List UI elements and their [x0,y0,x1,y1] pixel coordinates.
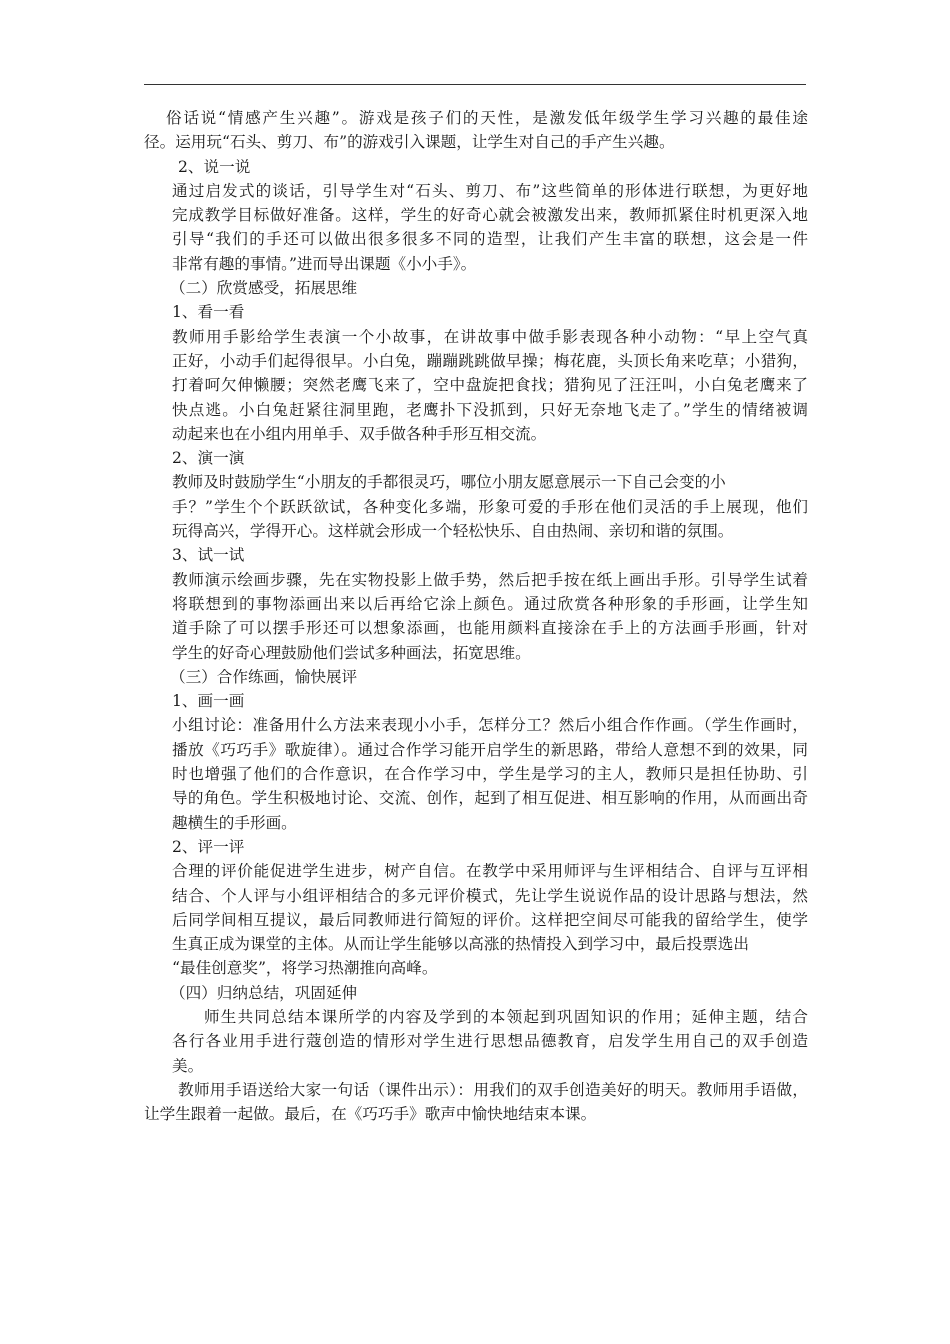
paragraph-line: 各行各业用手进行蔻创造的情形对学生进行思想品德教育，启发学生用自己的双手创造 [172,1032,808,1051]
paragraph-line: 教师用手影给学生表演一个小故事，在讲故事中做手影表现各种小动物：“早上空气真 [172,327,808,346]
paragraph-line: 合理的评价能促进学生进步，树产自信。在教学中采用师评与生评相结合、自评与互评相 [172,862,808,881]
paragraph-line: 小组讨论：准备用什么方法来表现小小手，怎样分工？然后小组合作作画。（学生作画时， [172,716,808,735]
section-heading: 2、评一评 [172,837,245,856]
paragraph-line: 导的角色。学生积极地讨论、交流、创作，起到了相互促进、相互影响的作用，从而画出奇 [172,789,808,808]
paragraph-line: 美。 [172,1056,204,1075]
paragraph-line: 学生的好奇心理鼓励他们尝试多种画法，拓宽思维。 [172,643,531,662]
section-heading: （二）欣赏感受，拓展思维 [170,279,358,298]
paragraph-line: 播放《巧巧手》歌旋律）。通过合作学习能开启学生的新思路，带给人意想不到的效果，同 [172,740,808,759]
paragraph-line: 引导“我们的手还可以做出很多很多不同的造型，让我们产生丰富的联想，这会是一件 [172,230,808,249]
paragraph-line: 将联想到的事物添画出来以后再给它涂上颜色。通过欣赏各种形象的手形画，让学生知 [172,594,808,613]
paragraph-line: 打着呵欠伸懒腰；突然老鹰飞来了，空中盘旋把食找；猎狗见了汪汪叫，小白兔老鹰来了 [172,376,808,395]
paragraph-line: 教师演示绘画步骤，先在实物投影上做手势，然后把手按在纸上画出手形。引导学生试着 [172,570,808,589]
paragraph-line: 后同学间相互提议，最后同教师进行简短的评价。这样把空间尽可能我的留给学生，使学 [172,910,808,929]
paragraph-line: 教师用手语送给大家一句话（课件出示）：用我们的双手创造美好的明天。教师用手语做， [178,1080,808,1099]
paragraph-line: 通过启发式的谈话，引导学生对“石头、剪刀、布”这些简单的形体进行联想，为更好地 [172,181,808,200]
paragraph-line: 正好，小动手们起得很早。小白兔，蹦蹦跳跳做早操；梅花鹿，头顶长角来吃草；小猎狗， [172,351,808,370]
paragraph-line: 手？”学生个个跃跃欲试，各种变化多端，形象可爱的手形在他们灵活的手上展现，他们 [172,497,808,516]
paragraph-line: 生真正成为课堂的主体。从而让学生能够以高涨的热情投入到学习中，最后投票选出 [172,935,749,954]
section-heading: 3、试一试 [172,546,245,565]
section-heading: （四）归纳总结，巩固延伸 [170,983,358,1002]
paragraph-line: 俗话说“情感产生兴趣”。游戏是孩子们的天性，是激发低年级学生学习兴趣的最佳途 [166,109,808,127]
paragraph-line: 结合、个人评与小组评相结合的多元评价模式，先让学生说说作品的设计思路与想法，然 [172,886,808,905]
paragraph-line: 教师及时鼓励学生“小朋友的手都很灵巧，哪位小朋友愿意展示一下自己会变的小 [172,473,726,492]
paragraph-line: 让学生跟着一起做。最后，在《巧巧手》歌声中愉快地结束本课。 [144,1105,597,1124]
section-heading: 2、说一说 [178,157,251,176]
section-heading: 1、画一画 [172,692,245,711]
paragraph-line: 道手除了可以摆手形还可以想象添画，也能用颜料直接涂在手上的方法画手形画，针对 [172,619,808,638]
paragraph-line: 快点逃。小白兔赶紧往洞里跑，老鹰扑下没抓到，只好无奈地飞走了。”学生的情绪被调 [172,400,808,419]
header-rule [144,84,806,85]
paragraph-line: 完成教学目标做好准备。这样，学生的好奇心就会被激发出来，教师抓紧住时机更深入地 [172,206,808,225]
paragraph-line: 师生共同总结本课所学的内容及学到的本领起到巩固知识的作用；延伸主题，结合 [204,1007,808,1026]
section-heading: 2、演一演 [172,449,245,468]
section-heading: （三）合作练画，愉快展评 [170,667,358,686]
paragraph-line: 趣横生的手形画。 [172,813,297,832]
paragraph-line: 时也增强了他们的合作意识，在合作学习中，学生是学习的主人，教师只是担任协助、引 [172,765,808,784]
paragraph-line: 玩得高兴，学得开心。这样就会形成一个轻松快乐、自由热闹、亲切和谐的氛围。 [172,522,734,541]
section-heading: 1、看一看 [172,303,245,322]
document-body [144,106,808,1126]
paragraph-line: 非常有趣的事情。”进而导出课题《小小手》。 [172,254,477,273]
paragraph-line: “最佳创意奖”，将学习热潮推向高峰。 [172,959,438,978]
paragraph-line: 动起来也在小组内用单手、双手做各种手形互相交流。 [172,424,547,443]
paragraph-line: 径。运用玩“石头、剪刀、布”的游戏引入课题，让学生对自己的手产生兴趣。 [144,133,675,152]
